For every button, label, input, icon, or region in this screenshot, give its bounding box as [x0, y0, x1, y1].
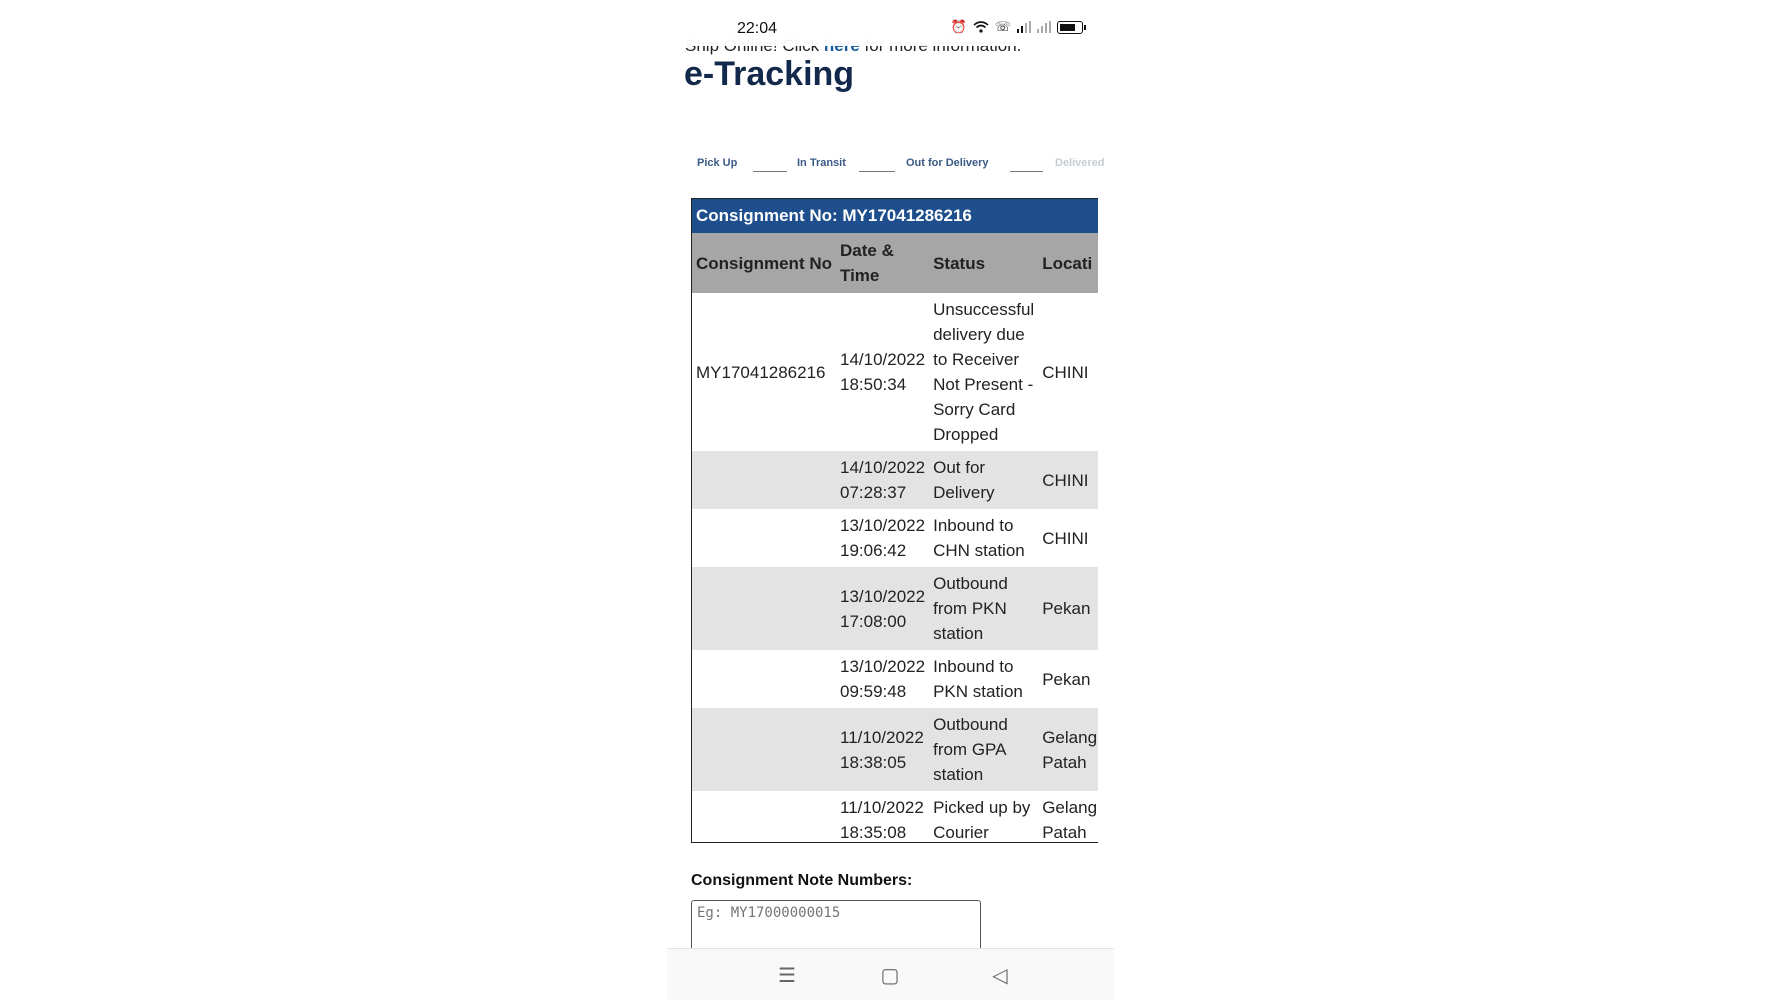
android-nav-bar — [667, 948, 1114, 1000]
cell-date-time: 13/10/2022 17:08:00 — [836, 567, 929, 650]
cell-consignment — [692, 708, 836, 791]
table-row — [692, 293, 1098, 451]
cell-status: Unsuccessful delivery due to Receiver Not Present - Sorry Card Dropped — [933, 300, 1035, 444]
table-row — [692, 451, 1098, 509]
cell-consignment — [692, 791, 836, 843]
table-header-row — [692, 233, 1098, 293]
cell-status: Outbound from GPA station — [929, 708, 1038, 791]
cell-date-time: 14/10/2022 18:50:34 — [840, 350, 926, 394]
phone-screen — [667, 0, 1114, 1000]
signal-icon — [1017, 21, 1031, 33]
cell-date-time: 14/10/2022 07:28:37 — [836, 451, 929, 509]
cell-status: Inbound to CHN station — [933, 516, 1025, 560]
cell-date-time: 11/10/2022 18:35:08 — [840, 798, 924, 842]
column-status: Status — [929, 233, 1038, 293]
status-time: 22:04 — [737, 20, 778, 37]
cell-date-time: 11/10/2022 18:38:05 — [836, 708, 929, 791]
cell-status: Inbound to PKN station — [933, 657, 1023, 701]
signal-icon — [1037, 21, 1051, 33]
table-row — [692, 708, 1098, 791]
wifi-icon — [973, 21, 989, 33]
consignment-header: Consignment No: MY17041286216 — [692, 199, 1098, 233]
tracking-table-container[interactable] — [691, 198, 1098, 843]
cell-location: Pekan — [1038, 567, 1098, 650]
cell-location: CHINI — [1042, 528, 1089, 548]
cell-location: Gelang Patah — [1038, 708, 1098, 791]
cell-consignment — [692, 451, 836, 509]
cell-location: CHINI — [1038, 451, 1098, 509]
column-date-time: Date & Time — [836, 233, 929, 293]
back-icon[interactable]: ◁ — [992, 965, 1008, 987]
table-row — [692, 791, 1098, 843]
step-delivered: Delivered — [1055, 157, 1105, 169]
table-row — [692, 509, 1098, 567]
cell-status: Out for Delivery — [929, 451, 1038, 509]
column-location: Locati — [1038, 233, 1098, 293]
cell-status: Picked up by Courier — [933, 798, 1031, 842]
page-title: e-Tracking — [684, 55, 855, 93]
step-out-for-delivery: Out for Delivery — [906, 157, 989, 169]
battery-icon — [1057, 21, 1083, 34]
table-row — [692, 650, 1098, 708]
cell-location: Gelang Patah — [1042, 798, 1098, 842]
status-bar — [667, 0, 1114, 46]
status-icons — [951, 19, 1086, 35]
cell-status: Outbound from PKN station — [929, 567, 1038, 650]
tracking-table — [692, 233, 1098, 843]
cell-date-time: 13/10/2022 09:59:48 — [840, 657, 926, 701]
home-icon[interactable]: ▢ — [880, 965, 900, 987]
tracking-progress — [697, 157, 1114, 177]
cell-location: CHINI — [1042, 362, 1089, 382]
cell-consignment: MY17041286216 — [696, 362, 826, 382]
cell-consignment — [692, 509, 836, 567]
cell-date-time: 13/10/2022 19:06:42 — [840, 516, 926, 560]
cell-consignment — [692, 567, 836, 650]
column-consignment-no: Consignment No — [692, 233, 836, 293]
cell-consignment — [692, 650, 836, 708]
step-in-transit: In Transit — [797, 157, 846, 169]
consignment-note-label: Consignment Note Numbers: — [691, 872, 913, 889]
cell-location: Pekan — [1042, 669, 1091, 689]
table-row — [692, 567, 1098, 650]
call-icon: ☏ — [994, 19, 1011, 34]
alarm-icon: ⏰ — [950, 19, 967, 34]
menu-icon[interactable]: ☰ — [778, 965, 796, 987]
step-pick-up: Pick Up — [697, 157, 738, 169]
